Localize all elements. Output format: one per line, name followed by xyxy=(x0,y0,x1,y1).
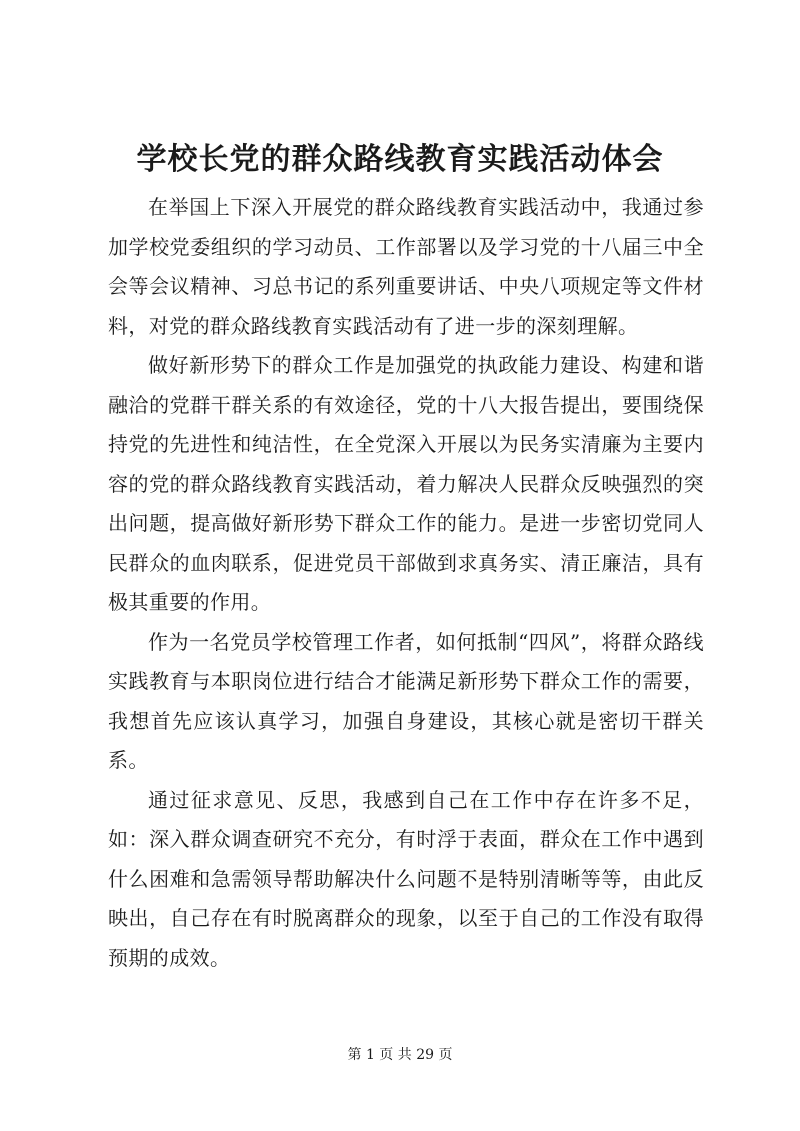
document-body xyxy=(108,188,704,978)
page-footer: 第 1 页 共 29 页 xyxy=(347,1047,453,1063)
document-title: 学校长党的群众路线教育实践活动体会 xyxy=(136,142,664,177)
paragraph: 作为一名党员学校管理工作者，如何抵制“四风”，将群众路线实践教育与本职岗位进行结合才能满足新形势下群众工作的需要，我想首先应该认真学习，加强自身建设，其核心就是密切干群关系。 xyxy=(108,629,704,772)
paragraph: 在举国上下深入开展党的群众路线教育实践活动中，我通过参加学校党委组织的学习动员、工作部署以及学习党的十八届三中全会等会议精神、习总书记的系列重要讲话、中央八项规定等文件材料，对党的群众路线教育实践活动有了进一步的深刻理解。 xyxy=(108,195,704,338)
paragraph: 做好新形势下的群众工作是加强党的执政能力建设、构建和谐融洽的党群干群关系的有效途径，党的十八大报告提出，要围绕保持党的先进性和纯洁性，在全党深入开展以为民务实清廉为主要内容的党的群众路线教育实践活动，着力解决人民群众反映强烈的突出问题，提高做好新形势下群众工作的能力。是进一步密切党同人民群众的血肉联系，促进党员干部做到求真务实、清正廉洁，具有极其重要的作用。 xyxy=(108,353,704,614)
paragraph: 通过征求意见、反思，我感到自己在工作中存在许多不足，如：深入群众调查研究不充分，有时浮于表面，群众在工作中遇到什么困难和急需领导帮助解决什么问题不是特别清晰等等，由此反映出，自己存在有时脱离群众的现象，以至于自己的工作没有取得预期的成效。 xyxy=(108,787,704,970)
